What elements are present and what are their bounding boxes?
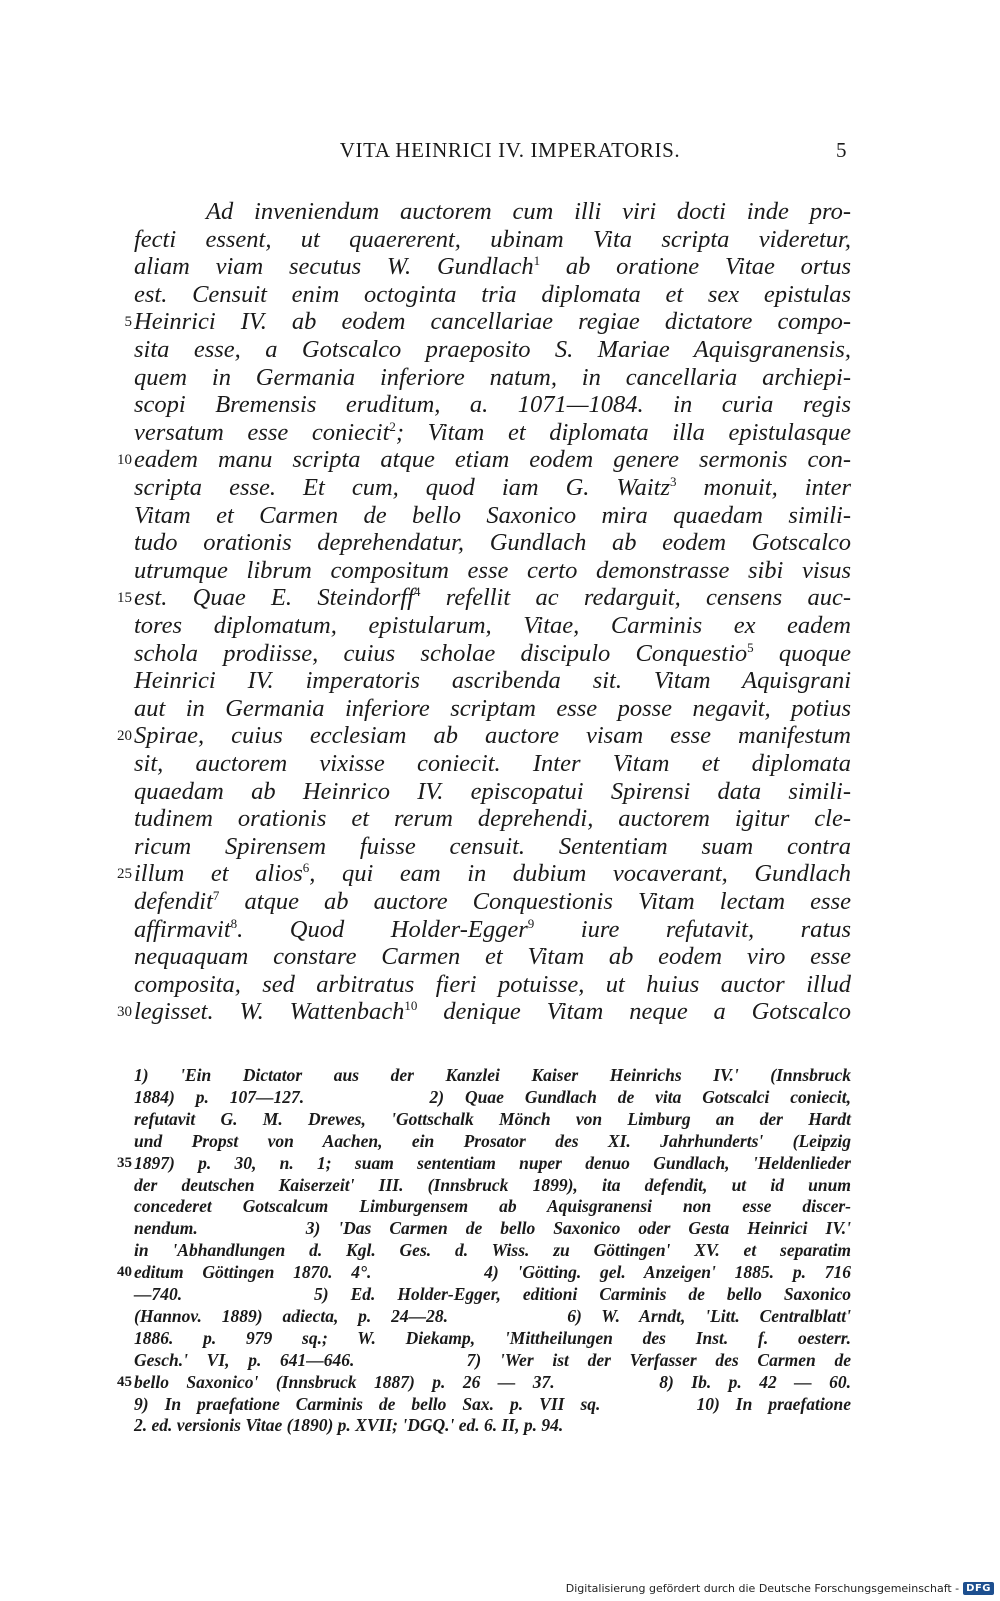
text-line: quaedam ab Heinrico IV. episcopatui Spirensi data simili-: [134, 777, 851, 805]
page-number: 5: [836, 138, 847, 162]
digitization-credit: [566, 1582, 994, 1595]
text-line: scripta esse. Et cum, quod iam G. Waitz$^3$ monuit, inter: [134, 473, 851, 501]
line-number: 20: [117, 728, 132, 745]
footnote-line: 9) In praefatione Carminis de bello Sax. p. VII sq. 10) In praefatione: [134, 1393, 851, 1414]
text-line: scopi Bremensis eruditum, a. 1071—1084. in curia regis: [134, 391, 851, 419]
text-line: Vitam et Carmen de bello Saxonico mira quaedam simili-: [134, 501, 851, 529]
text-line: fecti essent, ut quaererent, ubinam Vita scripta videretur,: [134, 225, 851, 253]
text-line: aut in Germania inferiore scriptam esse posse negavit, potius: [134, 694, 851, 722]
running-header: VITA HEINRICI IV. IMPERATORIS.: [339, 138, 681, 162]
text-line: tudinem orationis et rerum deprehendi, auctorem igitur cle-: [134, 805, 851, 833]
footnote-line: bello Saxonico' (Innsbruck 1887) p. 26 — 37. 8) Ib. p. 42 — 60.: [134, 1371, 851, 1392]
text-line: tores diplomatum, epistularum, Vitae, Carminis ex eadem: [134, 612, 851, 639]
text-line: schola prodiisse, cuius scholae discipulo Conquestio$^5$ quoque: [134, 639, 852, 667]
text-line: est. Quae E. Steindorff$^4$ refellit ac redarguit, censens auc-: [134, 584, 852, 612]
text-line: illum et alios$^6$, qui eam in dubium vocaverant, Gundlach: [134, 860, 851, 888]
footnote-line: Gesch.' VI, p. 641—646. 7) 'Wer ist der Verfasser des Carmen de: [134, 1349, 851, 1370]
footnote-line: 1897) p. 30, n. 1; suam sententiam nuper denuo Gundlach, 'Heldenlieder: [134, 1152, 851, 1173]
footnote-line: concederet Gotscalcum Limburgensem ab Aquisgranensi non esse discer-: [134, 1196, 851, 1217]
text-line: affirmavit$^8$. Quod Holder-Egger$^9$ iure refutavit, ratus: [134, 915, 851, 943]
footnote-line-number: 35: [117, 1154, 132, 1171]
line-number: 5: [124, 314, 132, 331]
footnote-line-number: 45: [117, 1373, 132, 1390]
footnote-line: 2. ed. versionis Vitae (1890) p. XVII; 'DGQ.' ed. 6. II, p. 94.: [134, 1415, 564, 1436]
text-line: defendit$^7$ atque ab auctore Conquestionis Vitam lectam esse: [134, 887, 851, 915]
text-line: Ad inveniendum auctorem cum illi viri docti inde pro-: [206, 198, 851, 225]
line-number: 30: [117, 1004, 132, 1021]
text-line: est. Censuit enim octoginta tria diplomata et sex epistulas: [134, 280, 851, 308]
text-line: nequaquam constare Carmen et Vitam ab eodem viro esse: [134, 943, 851, 971]
text-line: aliam viam secutus W. Gundlach$^1$ ab oratione Vitae ortus: [134, 253, 851, 281]
footnote-line: —740. 5) Ed. Holder-Egger, editioni Carminis de bello Saxonico: [134, 1284, 851, 1304]
dfg-logo: DFG: [963, 1582, 994, 1595]
line-number: 10: [117, 452, 132, 469]
text-line: quem in Germania inferiore natum, in cancellaria archiepi-: [134, 363, 851, 391]
footnote-line: 1) 'Ein Dictator aus der Kanzlei Kaiser Heinrichs IV.' (Innsbruck: [134, 1065, 851, 1085]
text-line: tudo orationis deprehendatur, Gundlach ab eodem Gotscalco: [134, 529, 851, 557]
footnote-line: der deutschen Kaiserzeit' III. (Innsbruck 1899), ita defendit, ut id unum: [134, 1174, 851, 1195]
line-number: 15: [117, 590, 132, 607]
line-number: 25: [117, 866, 132, 883]
footnote-line-number: 40: [117, 1264, 132, 1281]
text-line: versatum esse coniecit$^2$; Vitam et diplomata illa epistulasque: [134, 418, 851, 446]
credit-text: Digitalisierung gefördert durch die Deutsche Forschungsgemeinschaft -: [565, 1582, 960, 1595]
text-line: legisset. W. Wattenbach$^{10}$ denique Vitam neque a Gotscalco: [134, 998, 852, 1026]
footnote-line: und Propst von Aachen, ein Prosator des XI. Jahrhunderts' (Leipzig: [134, 1130, 851, 1151]
footnote-line: refutavit G. M. Drewes, 'Gottschalk Mönch von Limburg an der Hardt: [134, 1108, 851, 1129]
footnote-line: in 'Abhandlungen d. Kgl. Ges. d. Wiss. zu Göttingen' XV. et separatim: [134, 1240, 851, 1261]
text-line: Heinrici IV. imperatoris ascribenda sit. Vitam Aquisgrani: [134, 667, 851, 695]
text-line: utrumque librum compositum esse certo demonstrasse sibi visus: [134, 556, 851, 584]
text-line: Spirae, cuius ecclesiam ab auctore visam esse manifestum: [134, 722, 851, 750]
footnote-line: editum Göttingen 1870. 4°. 4) 'Götting. gel. Anzeigen' 1885. p. 716: [134, 1262, 851, 1283]
footnote-line: nendum. 3) 'Das Carmen de bello Saxonico oder Gesta Heinrici IV.': [134, 1218, 851, 1239]
text-line: eadem manu scripta atque etiam eodem genere sermonis con-: [134, 446, 851, 474]
footnote-line: (Hannov. 1889) adiecta, p. 24—28. 6) W. Arndt, 'Litt. Centralblatt': [134, 1305, 851, 1326]
footnote-line: 1886. p. 979 sq.; W. Diekamp, 'Mittheilungen des Inst. f. oesterr.: [134, 1327, 851, 1348]
text-line: Heinrici IV. ab eodem cancellariae regiae dictatore compo-: [134, 308, 851, 336]
text-line: ricum Spirensem fuisse censuit. Sententiam suam contra: [134, 832, 851, 860]
text-line: sit, auctorem vixisse coniecit. Inter Vitam et diplomata: [134, 750, 851, 777]
text-line: sita esse, a Gotscalco praeposito S. Mariae Aquisgranensis,: [134, 336, 851, 363]
text-line: composita, sed arbitratus fieri potuisse, ut huius auctor illud: [134, 970, 851, 998]
footnote-line: 1884) p. 107—127. 2) Quae Gundlach de vita Gotscalci coniecit,: [134, 1086, 851, 1107]
